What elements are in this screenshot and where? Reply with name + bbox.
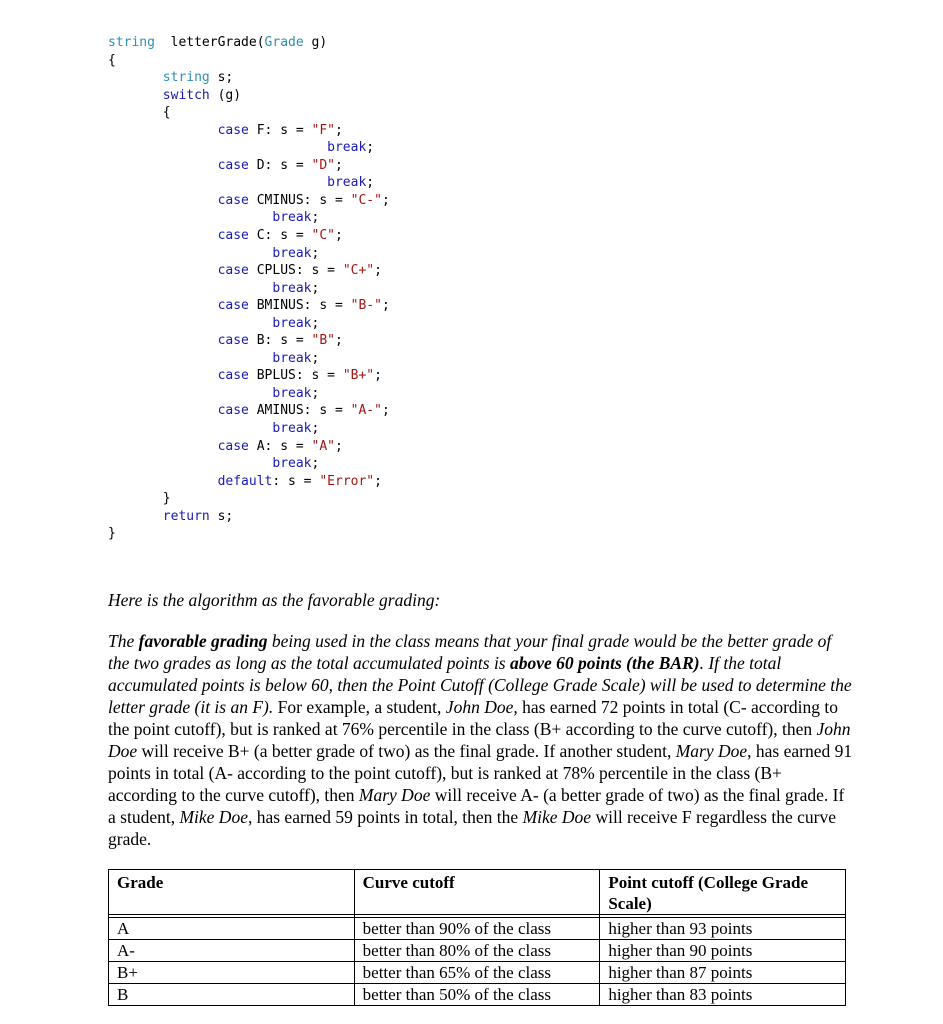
code-token: BMINUS: s = (248, 298, 351, 314)
code-token: { (108, 52, 116, 68)
code-line (108, 350, 390, 368)
code-token: case (217, 333, 249, 349)
code-token: "A-" (350, 403, 382, 419)
code-token: ; (311, 421, 320, 437)
code-line (108, 280, 390, 298)
code-token: break (272, 315, 312, 331)
paragraph-segment: Mike Doe (522, 807, 592, 827)
code-line (108, 420, 390, 438)
code-token: (g) (209, 87, 242, 103)
code-token: "C-" (350, 192, 382, 208)
code-token: string (108, 35, 155, 50)
code-token: string (162, 70, 210, 86)
code-token: case (217, 298, 249, 314)
code-token: g) (303, 35, 328, 50)
code-token: D: s = (248, 157, 312, 173)
code-token: } (108, 526, 116, 542)
code-line (108, 490, 390, 508)
code-line (108, 209, 390, 227)
code-token: case (217, 263, 249, 279)
code-token: ; (335, 157, 343, 173)
code-line (108, 139, 390, 157)
code-token: case (217, 157, 249, 173)
code-token: break (272, 280, 312, 296)
code-token: ; (311, 456, 320, 472)
code-line (108, 227, 390, 245)
table-cell: better than 50% of the class (354, 984, 600, 1006)
table-cell: higher than 90 points (600, 940, 846, 962)
code-token: s; (209, 70, 234, 86)
code-line (108, 262, 390, 280)
code-token: CMINUS: s = (248, 192, 351, 208)
paragraph-segment: The (108, 631, 139, 651)
table-cell: better than 80% of the class (354, 940, 600, 962)
code-token: case (217, 438, 249, 454)
code-token: "Error" (319, 473, 375, 489)
code-token: ; (311, 315, 320, 331)
code-token: break (272, 210, 312, 226)
table-cell: better than 90% of the class (354, 918, 600, 940)
paragraph-segment: will receive A- (a better grade of two) as the final grade. If a student, (108, 785, 845, 827)
code-token: break (327, 175, 367, 191)
table-cell: A (109, 918, 355, 940)
code-token: "B-" (350, 298, 382, 314)
code-token: ; (335, 438, 343, 454)
table-cell: better than 65% of the class (354, 962, 600, 984)
code-token: case (217, 368, 249, 384)
code-listing (108, 34, 390, 543)
code-token: "A" (311, 438, 335, 454)
paragraph-segment: John Doe, (445, 697, 518, 717)
code-token: ; (381, 403, 390, 419)
table-row (109, 984, 846, 1006)
code-token: F: s = (248, 122, 312, 138)
code-token: BPLUS: s = (248, 368, 343, 384)
paragraph-segment: above 60 points (the BAR) (510, 653, 700, 673)
code-token: break (272, 350, 312, 366)
code-token: switch (162, 87, 210, 103)
code-line (108, 508, 390, 526)
code-token: AMINUS: s = (248, 403, 351, 419)
code-token: ; (381, 298, 390, 314)
paragraph-segment: will receive F regardless the curve grade. (108, 807, 836, 849)
code-token: } (162, 491, 171, 507)
code-token: ; (311, 385, 320, 401)
table-cell: higher than 93 points (600, 918, 846, 940)
paragraph-segment: will receive B+ (a better grade of two) as the final grade. If another student, (137, 741, 676, 761)
code-token: "B" (311, 333, 335, 349)
code-line (108, 455, 390, 473)
code-token: default (217, 473, 273, 489)
code-line (108, 34, 390, 52)
code-token: break (272, 456, 312, 472)
code-token: "C" (311, 228, 335, 244)
paragraph-segment: favorable grading (138, 631, 268, 651)
code-line (108, 402, 390, 420)
code-token: ; (374, 473, 382, 489)
code-token: C: s = (248, 228, 312, 244)
paragraph-segment: John Doe (108, 719, 851, 761)
grade-table (108, 869, 846, 1006)
table-row (109, 918, 846, 940)
code-token: ; (366, 175, 375, 191)
code-line (108, 438, 390, 456)
paragraph-segment: . If the total accumulated points is below 60, then the Point Cutoff (College Grade Scale) will be used to determine the letter grade (it is an F). (108, 653, 852, 717)
code-line (108, 69, 390, 87)
code-token: ; (311, 280, 320, 296)
code-token: break (327, 140, 367, 156)
code-token: break (272, 421, 312, 437)
paragraph-segment: Mike Doe (179, 807, 248, 827)
code-token: case (217, 403, 249, 419)
code-line (108, 332, 390, 350)
code-line (108, 525, 390, 543)
table-cell: B+ (109, 962, 355, 984)
paragraph-segment: being used in the class means that your final grade would be the better grade of the two grades as long as the total accumulated points is (108, 631, 832, 673)
header-curve-cutoff: Curve cutoff (354, 870, 600, 915)
code-line (108, 385, 390, 403)
table-row (109, 940, 846, 962)
code-line (108, 315, 390, 333)
code-token: Grade (264, 35, 304, 50)
header-grade: Grade (109, 870, 355, 915)
code-token: break (272, 385, 312, 401)
code-token: case (217, 122, 249, 138)
paragraph-segment: has earned 72 points in total (C- according to the point cutoff), but is ranked at 76% percentile in the class (B+ according to the curve cutoff), then (108, 697, 838, 739)
code-line (108, 174, 390, 192)
code-line (108, 104, 390, 122)
paragraph-segment: Mary Doe (358, 785, 431, 805)
code-token: ; (311, 210, 320, 226)
code-token: s; (209, 508, 234, 524)
code-token: return (162, 508, 210, 524)
code-token: ; (374, 263, 382, 279)
paragraph-segment: For example, a student, (273, 697, 446, 717)
code-token: ; (311, 245, 320, 261)
table-cell: A- (109, 940, 355, 962)
code-line (108, 245, 390, 263)
code-line (108, 122, 390, 140)
favorable-grading-paragraph (108, 630, 853, 850)
code-token: break (272, 245, 312, 261)
code-token: ; (311, 350, 320, 366)
grade-table-body (109, 915, 846, 1006)
code-token: ; (381, 192, 390, 208)
code-token: : s = (272, 473, 320, 489)
code-line (108, 473, 390, 491)
table-cell: higher than 87 points (600, 962, 846, 984)
code-token: ; (366, 140, 375, 156)
code-line (108, 297, 390, 315)
code-token: "F" (311, 122, 335, 138)
table-cell: B (109, 984, 355, 1006)
code-line (108, 157, 390, 175)
code-token: "B+" (342, 368, 375, 384)
code-token: B: s = (248, 333, 312, 349)
paragraph-segment: Mary Doe (675, 741, 748, 761)
code-line (108, 367, 390, 385)
code-token: A: s = (248, 438, 312, 454)
code-line (108, 52, 390, 70)
intro-text: Here is the algorithm as the favorable grading: (108, 590, 441, 610)
code-token: case (217, 228, 249, 244)
code-token: ; (335, 333, 343, 349)
code-line (108, 192, 390, 210)
code-token: letterGrade( (154, 35, 265, 50)
code-token: ; (335, 122, 343, 138)
code-token: "C+" (342, 263, 375, 279)
code-token: ; (374, 368, 382, 384)
table-row (109, 962, 846, 984)
table-cell: higher than 83 points (600, 984, 846, 1006)
code-line (108, 87, 390, 105)
code-token: case (217, 192, 249, 208)
code-token: "D" (311, 157, 335, 173)
code-token: ; (335, 228, 343, 244)
paragraph-segment: , has earned 59 points in total, then the (247, 807, 523, 827)
paragraph-segment: , has earned 91 points in total (A- according to the point cutoff), but is ranked at 78% percentile in the class (B+ according to the curve cutoff), then (108, 741, 853, 805)
code-token: { (162, 105, 171, 121)
code-token: CPLUS: s = (248, 263, 343, 279)
header-point-cutoff: Point cutoff (College Grade Scale) (600, 870, 846, 915)
